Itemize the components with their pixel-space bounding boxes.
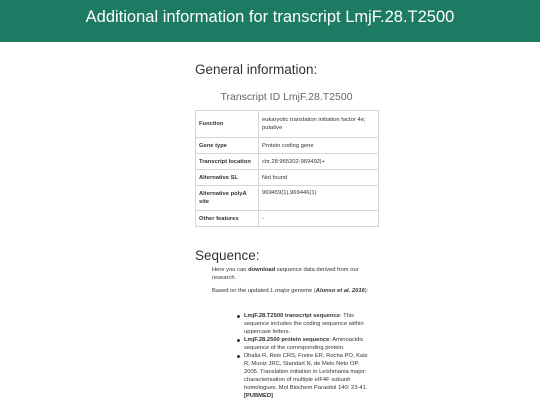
list-item-transcript-sequence <box>236 312 374 336</box>
list-item-reference <box>236 352 374 400</box>
info-value: Not found <box>259 170 379 186</box>
info-value: Protein coding gene <box>259 138 379 154</box>
page-title: Additional information for transcript LmjF.28.T2500 <box>85 8 455 26</box>
page-header <box>0 0 540 42</box>
info-row-other-features <box>196 211 379 227</box>
protein-sequence-desc: : Aminoacidic sequence of the corresponding protein. <box>244 337 364 351</box>
info-row-alternative-polya-site <box>196 186 379 211</box>
download-label: download <box>248 267 276 273</box>
transcript-id: Transcript ID LmjF.28.T2500 <box>220 91 353 103</box>
genome-basis <box>212 287 377 295</box>
transcript-sequence-link[interactable]: LmjF.28.T2500 transcript sequence <box>244 313 341 319</box>
list-item-protein-sequence <box>236 336 374 352</box>
basis-text-end: ): <box>364 288 369 294</box>
pubmed-link[interactable]: [PUBMED] <box>244 393 273 399</box>
general-information-heading: General information: <box>195 62 318 77</box>
info-value: - <box>259 211 379 227</box>
basis-text: Based on the updated <box>212 288 271 294</box>
info-key: Function <box>196 111 259 138</box>
basis-text-mid: genome ( <box>289 288 316 294</box>
download-intro <box>212 266 377 282</box>
info-table <box>195 110 379 227</box>
transcript-sequence-desc: : This sequence includes the coding sequence within uppercase letters. <box>244 313 364 335</box>
intro-text-end: sequence data derived from our research. <box>212 267 359 281</box>
info-key: Other features <box>196 211 259 227</box>
info-key: Gene type <box>196 138 259 154</box>
sequence-heading: Sequence: <box>195 248 260 263</box>
info-value: chr.28:965202-969492|+ <box>259 154 379 170</box>
species-name: L.major <box>270 288 290 294</box>
info-row-transcript-location <box>196 154 379 170</box>
sequence-list <box>236 312 374 400</box>
reference-text: Dhalia R, Reis CRS, Freire ER, Rocha PO, Katz R, Muniz JRC, Standart N, de Melo Neto OP. 2005. Translation initiation in Leishmania major: characterisation of multiple eIF4F subunit homologues. Mol Biochem Parasitol 140: 23-41. <box>244 353 368 391</box>
intro-text: Here you can <box>212 267 249 273</box>
info-key: Transcript location <box>196 154 259 170</box>
info-row-gene-type <box>196 138 379 154</box>
info-row-alternative-sl <box>196 170 379 186</box>
info-row-function <box>196 111 379 138</box>
info-value: 969459(1),969446(1) <box>259 186 379 211</box>
alonso-reference: Alonso et al. 2016 <box>315 288 365 294</box>
info-key: Alternative polyA site <box>196 186 259 211</box>
info-key: Alternative SL <box>196 170 259 186</box>
info-value: eukaryotic translation initiation factor 4e; putative <box>259 111 379 138</box>
protein-sequence-link[interactable]: LmjF.28.2500 protein sequence <box>244 337 330 343</box>
